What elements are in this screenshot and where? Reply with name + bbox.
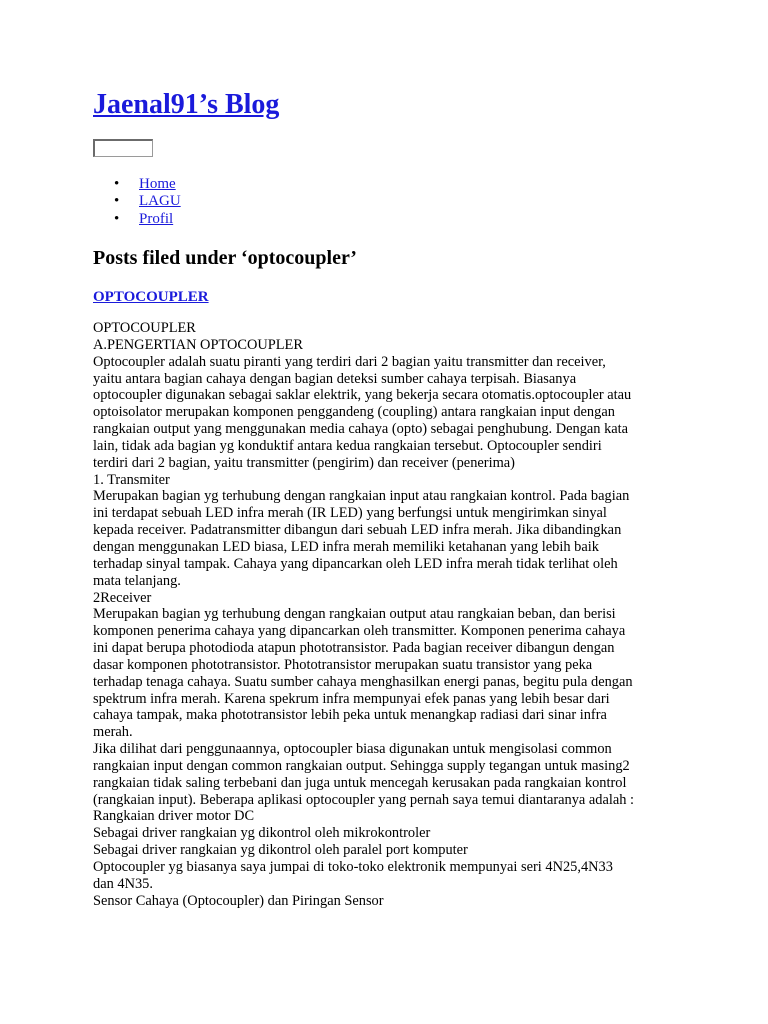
nav-link-lagu[interactable]: LAGU xyxy=(139,193,181,210)
post-body-line: Merupakan bagian yg terhubung dengan rangkaian input atau rangkaian kontrol. Pada bagian xyxy=(93,488,630,505)
post-body-line: rangkaian output yang menggunakan media cahaya (opto) sebagai penghubung. Dengan kata xyxy=(93,421,629,438)
post-body-line: dengan menggunakan LED biasa, LED infra merah memiliki ketahanan yang lebih baik xyxy=(93,538,599,555)
nav-menu xyxy=(93,176,181,228)
blog-title xyxy=(93,88,279,122)
post-body-line: 1. Transmiter xyxy=(93,471,170,488)
post-body-line: Optocoupler yg biasanya saya jumpai di toko-toko elektronik mempunyai seri 4N25,4N33 xyxy=(93,859,613,875)
post-body-line: optocoupler digunakan sebagai saklar elektrik, yang bekerja secara otomatis.optocoupler atau xyxy=(93,387,632,404)
post-body-line: spektrum infra merah. Karena spekrum infra mempunyai efek panas yang lebih besar dari xyxy=(93,690,610,707)
post-body-line: Sebagai driver rangkaian yg dikontrol oleh mikrokontroler xyxy=(93,825,431,842)
post-body-line: ini terdapat sebuah LED infra merah (IR LED) yang berfungsi untuk mengirimkan sinyal xyxy=(93,505,607,522)
nav-link-home[interactable]: Home xyxy=(139,176,176,192)
post-body xyxy=(93,320,683,910)
post-body-line: Sensor Cahaya (Optocoupler) dan Piringan Sensor xyxy=(93,892,384,909)
post-body-line: merah. xyxy=(93,724,133,741)
post-body-line: Jika dilihat dari penggunaannya, optocoupler biasa digunakan untuk mengisolasi common xyxy=(93,741,612,758)
search-input[interactable] xyxy=(93,139,153,157)
nav-item-home xyxy=(93,176,181,193)
post-body-line: mata telanjang. xyxy=(93,572,181,589)
nav-item-lagu xyxy=(93,193,181,210)
archive-title: Posts filed under ‘optocoupler’ xyxy=(93,247,357,269)
post-body-line: dasar komponen phototransistor. Phototransistor merupakan suatu transistor yang peka xyxy=(93,656,593,673)
post-body-line: rangkaian input dengan common rangkaian output. Sehingga supply tegangan untuk masing2 xyxy=(93,757,630,774)
post-body-line: rangkaian tidak saling terbebani dan juga untuk mencegah kerusakan pada rangkaian kontrol xyxy=(93,774,627,791)
post-body-line: komponen penerima cahaya yang dipancarkan oleh transmitter. Komponen penerima cahaya xyxy=(93,623,626,640)
post-body-line: (rangkaian input). Beberapa aplikasi optocoupler yang pernah saya temui diantaranya adalah : xyxy=(93,791,635,808)
post-body-line: kepada receiver. Padatransmitter dibangun dari sebuah LED infra merah. Jika dibandingkan xyxy=(93,522,622,539)
post-body-line: cahaya tampak, maka phototransistor lebih peka untuk menangkap radiasi dari sinar infra xyxy=(93,707,607,724)
post-body-line: Rangkaian driver motor DC xyxy=(93,808,255,825)
blog-title-link[interactable]: Jaenal91’s Blog xyxy=(93,89,280,120)
post-body-line: dan 4N35. xyxy=(93,875,153,892)
post-title xyxy=(93,287,209,307)
post-body-line: terdiri dari 2 bagian, yaitu transmitter (pengirim) dan receiver (penerima) xyxy=(93,454,515,471)
post-body-line: Merupakan bagian yg terhubung dengan rangkaian output atau rangkaian beban, dan berisi xyxy=(93,606,616,623)
nav-item-profil xyxy=(93,211,181,228)
post-body-line: Sebagai driver rangkaian yg dikontrol oleh paralel port komputer xyxy=(93,842,468,859)
post-body-line: OPTOCOUPLER xyxy=(93,320,196,336)
post-body-line: terhadap sinyal tampak. Cahaya yang dipancarkan oleh LED infra merah tidak terlihat oleh xyxy=(93,555,618,572)
post-body-line: 2Receiver xyxy=(93,589,152,606)
post-body-line: terhadap tenaga cahaya. Suatu sumber cahaya menghasilkan energi panas, begitu pula dengan xyxy=(93,673,633,690)
post-body-line: ini dapat berupa photodioda atapun phototransistor. Pada bagian receiver dibangun dengan xyxy=(93,640,615,657)
post-body-line: Optocoupler adalah suatu piranti yang terdiri dari 2 bagian yaitu transmitter dan receiver, xyxy=(93,353,606,370)
post-title-link[interactable]: OPTOCOUPLER xyxy=(93,289,209,305)
post-body-line: lain, tidak ada bagian yg konduktif antara kedua rangkaian tersebut. Optocoupler sendiri xyxy=(93,437,602,454)
post-body-line: A.PENGERTIAN OPTOCOUPLER xyxy=(93,336,303,353)
nav-link-profil[interactable]: Profil xyxy=(139,210,174,227)
post-body-line: optoisolator merupakan komponen penggandeng (coupling) antara rangkaian input dengan xyxy=(93,404,615,421)
post-body-line: yaitu antara bagian cahaya dengan bagian deteksi sumber cahaya terpisah. Biasanya xyxy=(93,370,577,387)
